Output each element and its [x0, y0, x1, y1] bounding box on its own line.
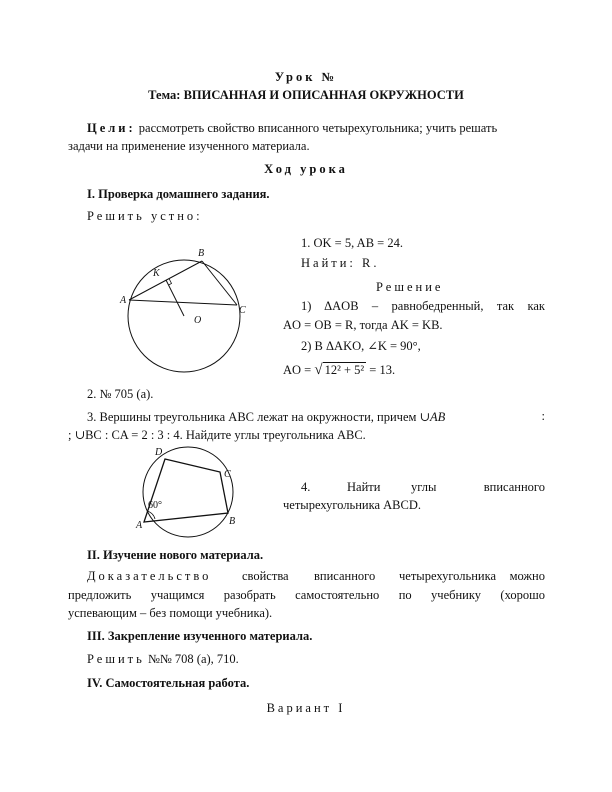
goals-text-2: задачи на применение изученного материала. — [68, 139, 310, 153]
segment-ok — [166, 280, 184, 316]
figure-circle-chord — [112, 240, 252, 380]
section-2-word-4: четырехугольника — [399, 569, 497, 583]
sqrt-sign: √ — [314, 362, 323, 378]
chord-bc — [202, 261, 237, 305]
sqrt-radicand: 12² + 5² — [324, 363, 365, 377]
figure-inscribed-quadrilateral — [128, 445, 248, 540]
arc-symbol: ∪ — [419, 410, 431, 424]
course-heading: Ход урока — [264, 162, 348, 176]
equation-rhs: = 13. — [366, 363, 396, 377]
problem-4-number: 4. — [301, 480, 311, 494]
problem-3-colon: : — [541, 409, 545, 423]
quadrilateral-abcd — [144, 459, 228, 522]
label-k: K — [153, 268, 160, 279]
equation-lhs: AO = — [283, 363, 315, 377]
circle-outline-2 — [143, 447, 236, 537]
topic-label: Тема: — [148, 88, 181, 102]
section-2-line-1 — [87, 569, 545, 585]
problem-3-line-1 — [87, 409, 545, 425]
problem-4-word-3: вписанного — [483, 480, 545, 494]
variant-heading: Вариант I — [266, 701, 346, 715]
problem-3-line-2: ; ∪BC : CA = 2 : 3 : 4. Найдите углы треугольника ABC. — [68, 428, 366, 442]
section-2-line-2: предложить учащимся разобрать самостоятельно по учебнику (хорошо — [68, 588, 545, 602]
section-2-word-2: свойства — [242, 569, 289, 583]
section-3-title: III. Закрепление изученного материала. — [87, 629, 313, 643]
problem-1-find: Найти: R. — [301, 256, 380, 270]
solution-step-1-line-2: AO = OB = R, тогда AK = KB. — [283, 318, 443, 332]
chord-ab — [129, 261, 202, 300]
topic-text: ВПИСАННАЯ И ОПИСАННАЯ ОКРУЖНОСТИ — [183, 88, 464, 102]
section-3-task-label: Решить — [87, 652, 145, 666]
label-b-2: B — [229, 516, 236, 527]
section-2-word-1: Доказательство — [87, 569, 212, 583]
section-2-line-3: успевающим – без помощи учебника). — [68, 606, 273, 620]
right-angle-mark — [169, 279, 172, 286]
solution-step-2-line-2 — [283, 362, 395, 379]
solution-heading: Решение — [376, 280, 444, 294]
section-2-word-5: можно — [509, 569, 545, 583]
label-b: B — [198, 248, 205, 259]
label-c-2: C — [224, 469, 231, 480]
label-d-2: D — [155, 447, 163, 458]
label-a-2: A — [136, 520, 143, 531]
oral-heading: Решить устно: — [87, 209, 203, 223]
section-3-task — [87, 652, 239, 667]
problem-2: 2. № 705 (а). — [87, 387, 154, 401]
section-2-title: II. Изучение нового материала. — [87, 548, 264, 562]
section-2-word-3: вписанного — [314, 569, 376, 583]
angle-label: 60° — [148, 500, 162, 511]
problem-4-word-2: углы — [411, 480, 437, 494]
problem-1-given: 1. OK = 5, AB = 24. — [301, 236, 403, 250]
label-a: A — [120, 295, 127, 306]
solution-step-1-line-1: 1) ΔAOB – равнобедренный, так как — [301, 299, 545, 313]
problem-4-line-2: четырехугольника ABCD. — [283, 498, 421, 512]
section-4-title: IV. Самостоятельная работа. — [87, 676, 250, 690]
section-1-title: I. Проверка домашнего задания. — [87, 187, 270, 201]
goals-line-1 — [87, 121, 545, 136]
section-3-task-text: №№ 708 (а), 710. — [147, 652, 239, 666]
goals-text-1: рассмотреть свойство вписанного четырехугольника; учить решать — [138, 121, 498, 135]
lesson-title: Урок № — [274, 70, 338, 84]
label-c: C — [239, 305, 246, 316]
lesson-topic — [0, 88, 612, 103]
arc-ab: AB — [430, 410, 446, 424]
problem-3-text: 3. Вершины треугольника ABC лежат на окружности, причем — [87, 410, 420, 424]
chord-ac — [129, 300, 237, 305]
goals-label: Цели: — [87, 121, 136, 135]
solution-step-2-line-1: 2) В ΔAKO, ∠K = 90°, — [301, 339, 421, 353]
label-o: O — [194, 315, 202, 326]
problem-4-word-1: Найти — [347, 480, 381, 494]
